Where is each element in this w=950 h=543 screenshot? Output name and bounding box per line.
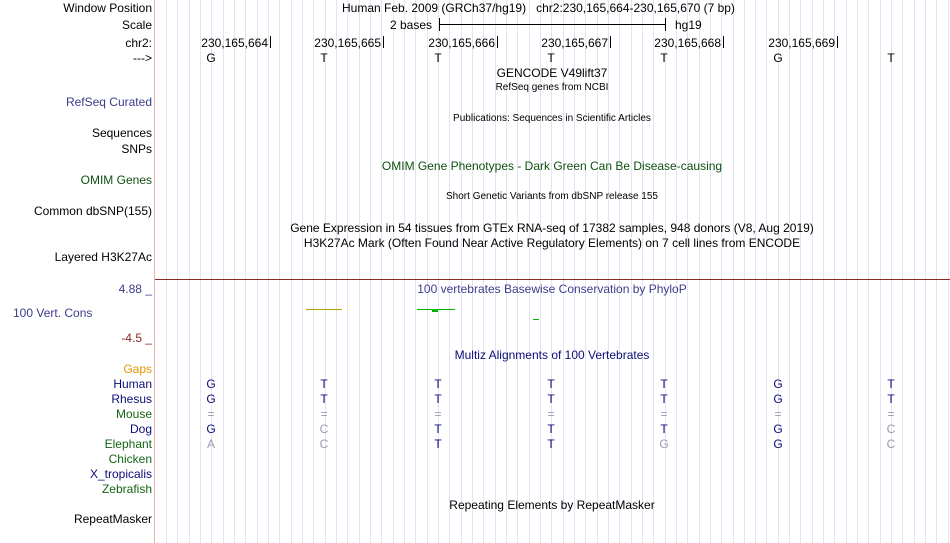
grid-line <box>211 0 212 543</box>
grid-line <box>291 0 292 543</box>
grid-line <box>880 0 881 543</box>
grid-line <box>313 0 314 543</box>
species-base: G <box>659 437 669 451</box>
species-base: T <box>434 422 442 436</box>
grid-line <box>381 0 382 543</box>
grid-line <box>347 0 348 543</box>
species-base: G <box>206 392 216 406</box>
strand-base: T <box>320 51 328 65</box>
sequences-label[interactable]: Sequences <box>91 126 152 140</box>
species-base: = <box>774 407 782 421</box>
species-base: G <box>773 422 783 436</box>
species-base: T <box>320 377 328 391</box>
strand-base: G <box>206 51 216 65</box>
species-base: T <box>887 392 895 406</box>
species-label[interactable]: Human <box>113 377 152 391</box>
coord-tick <box>837 36 838 48</box>
species-base: T <box>434 392 442 406</box>
coord-label: 230,165,664 <box>201 36 268 50</box>
species-label[interactable]: X_tropicalis <box>89 467 152 481</box>
species-base: T <box>434 377 442 391</box>
coord-label: 230,165,668 <box>654 36 721 50</box>
grid-line <box>744 0 745 543</box>
grid-line <box>733 0 734 543</box>
species-base: C <box>319 437 329 451</box>
coord-tick <box>497 36 498 48</box>
position-label: Window Position <box>63 1 152 15</box>
scale-bar-left-tick <box>439 18 440 31</box>
grid-line <box>868 0 869 543</box>
grid-line <box>766 0 767 543</box>
h3k27-track-title[interactable]: H3K27Ac Mark (Often Found Near Active Regulatory Elements) on 7 cell lines from ENCODE <box>303 236 801 250</box>
cons-bar <box>306 309 342 310</box>
strand-label: ---> <box>133 51 152 65</box>
omim-label[interactable]: OMIM Genes <box>80 173 152 187</box>
grid-line <box>393 0 394 543</box>
rmsk-label[interactable]: RepeatMasker <box>73 512 152 526</box>
species-base: T <box>660 392 668 406</box>
grid-line <box>257 0 258 543</box>
rmsk-track-title[interactable]: Repeating Elements by RepeatMasker <box>449 498 655 512</box>
strand-base: G <box>773 51 783 65</box>
grid-line <box>902 0 903 543</box>
cons-max-label: 4.88 _ <box>118 282 152 296</box>
species-label[interactable]: Zebrafish <box>101 482 152 496</box>
grid-line <box>336 0 337 543</box>
coord-tick <box>723 36 724 48</box>
grid-line <box>823 0 824 543</box>
species-base: T <box>660 377 668 391</box>
scale-assembly: hg19 <box>675 18 702 32</box>
grid-line <box>200 0 201 543</box>
species-base: = <box>660 407 668 421</box>
grid-line <box>223 0 224 543</box>
species-base: T <box>434 437 442 451</box>
coord-label: 230,165,665 <box>314 36 381 50</box>
refseq-label[interactable]: RefSeq Curated <box>65 95 152 109</box>
strand-base: T <box>434 51 442 65</box>
grid-line <box>302 0 303 543</box>
grid-line <box>687 0 688 543</box>
coord-tick <box>610 36 611 48</box>
cons-label[interactable]: 100 Vert. Cons <box>13 306 93 320</box>
species-base: = <box>320 407 328 421</box>
grid-line <box>619 0 620 543</box>
grid-line <box>472 0 473 543</box>
pubs-track-title[interactable]: Publications: Sequences in Scientific Articles <box>453 113 651 124</box>
species-label[interactable]: Chicken <box>108 452 152 466</box>
grid-line <box>279 0 280 543</box>
refseq-track-title[interactable]: RefSeq genes from NCBI <box>495 82 609 93</box>
strand-base: T <box>660 51 668 65</box>
species-label[interactable]: Rhesus <box>111 392 152 406</box>
grid-line <box>846 0 847 543</box>
grid-line <box>449 0 450 543</box>
species-base: T <box>547 392 555 406</box>
multiz-track-title[interactable]: Multiz Alignments of 100 Vertebrates <box>454 348 650 362</box>
scale-bar-right-tick <box>665 18 666 31</box>
grid-line <box>800 0 801 543</box>
species-label[interactable]: Mouse <box>115 407 152 421</box>
chrom-label: chr2: <box>125 36 152 50</box>
grid-line <box>755 0 756 543</box>
strand-base: T <box>887 51 895 65</box>
grid-line <box>891 0 892 543</box>
grid-line <box>812 0 813 543</box>
species-label[interactable]: Dog <box>129 422 152 436</box>
grid-line <box>721 0 722 543</box>
species-base: T <box>887 377 895 391</box>
grid-line <box>834 0 835 543</box>
cons-track-title[interactable]: 100 vertebrates Basewise Conservation by PhyloP <box>417 282 687 296</box>
h3k27-label[interactable]: Layered H3K27Ac <box>54 250 152 264</box>
gaps-label[interactable]: Gaps <box>123 362 152 376</box>
scale-bar <box>439 24 666 25</box>
species-base: G <box>206 422 216 436</box>
species-base: = <box>434 407 442 421</box>
grid-line <box>177 0 178 543</box>
species-base: T <box>547 437 555 451</box>
species-base: G <box>206 377 216 391</box>
coord-label: 230,165,667 <box>541 36 608 50</box>
cons-bar <box>533 319 539 320</box>
species-base: T <box>547 377 555 391</box>
species-label[interactable]: Elephant <box>104 437 152 451</box>
scale-label: Scale <box>121 18 152 32</box>
grid-line <box>789 0 790 543</box>
species-base: C <box>886 422 896 436</box>
species-base: G <box>773 392 783 406</box>
coord-tick <box>270 36 271 48</box>
grid-line <box>653 0 654 543</box>
strand-base: T <box>547 51 555 65</box>
grid-line <box>642 0 643 543</box>
grid-line <box>699 0 700 543</box>
grid-line <box>415 0 416 543</box>
species-base: C <box>319 422 329 436</box>
grid-line <box>189 0 190 543</box>
coord-label: 230,165,669 <box>768 36 835 50</box>
species-base: G <box>773 377 783 391</box>
grid-line <box>166 0 167 543</box>
grid-line <box>925 0 926 543</box>
snps-label[interactable]: SNPs <box>121 142 152 156</box>
grid-line <box>948 0 949 543</box>
grid-line <box>857 0 858 543</box>
dbsnp-track-title[interactable]: Short Genetic Variants from dbSNP release 155 <box>446 191 658 202</box>
scale-bases: 2 bases <box>390 18 433 32</box>
grid-line <box>359 0 360 543</box>
species-base: T <box>660 422 668 436</box>
species-base: = <box>887 407 895 421</box>
species-base: = <box>547 407 555 421</box>
grid-line <box>427 0 428 543</box>
grid-line <box>325 0 326 543</box>
track-divider <box>155 279 950 280</box>
cons-min-label: -4.5 _ <box>121 331 152 345</box>
grid-line <box>234 0 235 543</box>
grid-line <box>665 0 666 543</box>
grid-line <box>710 0 711 543</box>
position-text[interactable]: Human Feb. 2009 (GRCh37/hg19) chr2:230,165,664-230,165,670 (7 bp) <box>342 1 735 15</box>
species-base: A <box>206 437 215 451</box>
grid-line <box>268 0 269 543</box>
species-base: = <box>207 407 215 421</box>
gtex-track-title[interactable]: Gene Expression in 54 tissues from GTEx RNA-seq of 17382 samples, 948 donors (V8, Aug 2019) <box>290 221 814 235</box>
coord-tick <box>383 36 384 48</box>
coord-label: 230,165,666 <box>428 36 495 50</box>
label-border <box>154 0 155 543</box>
grid-line <box>914 0 915 543</box>
cons-peak <box>432 310 438 312</box>
grid-line <box>631 0 632 543</box>
species-base: T <box>320 392 328 406</box>
species-base: C <box>886 437 896 451</box>
grid-line <box>370 0 371 543</box>
grid-line <box>483 0 484 543</box>
grid-line <box>778 0 779 543</box>
grid-line <box>936 0 937 543</box>
grid-line <box>245 0 246 543</box>
grid-line <box>461 0 462 543</box>
species-base: G <box>773 437 783 451</box>
species-base: T <box>547 422 555 436</box>
dbsnp-label[interactable]: Common dbSNP(155) <box>33 204 152 218</box>
omim-track-title[interactable]: OMIM Gene Phenotypes - Dark Green Can Be Disease-causing <box>381 159 723 173</box>
grid-line <box>404 0 405 543</box>
gencode-track-title[interactable]: GENCODE V49lift37 <box>496 66 608 80</box>
grid-line <box>438 0 439 543</box>
grid-line <box>676 0 677 543</box>
